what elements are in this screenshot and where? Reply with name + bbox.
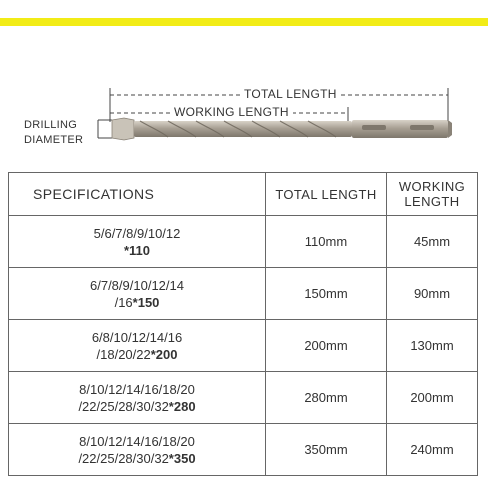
working-length-cell: 200mm bbox=[387, 372, 478, 424]
top-accent-bar bbox=[0, 18, 488, 26]
table-row bbox=[9, 268, 478, 320]
table-row bbox=[9, 372, 478, 424]
drill-bit bbox=[112, 118, 452, 140]
table-row bbox=[9, 320, 478, 372]
total-length-label: TOTAL LENGTH bbox=[240, 87, 341, 101]
working-length-cell: 90mm bbox=[387, 268, 478, 320]
spec-cell: 6/8/10/12/14/16 /18/20/22*200 bbox=[9, 320, 266, 372]
size-code: *200 bbox=[150, 346, 178, 362]
header-working-length: WORKING LENGTH bbox=[387, 173, 478, 216]
spec-cell: 8/10/12/14/16/18/20 /22/25/28/30/32*280 bbox=[9, 372, 266, 424]
total-length-cell: 200mm bbox=[266, 320, 387, 372]
header-total-length: TOTAL LENGTH bbox=[266, 173, 387, 216]
working-length-label: WORKING LENGTH bbox=[170, 105, 293, 119]
table-row bbox=[9, 424, 478, 476]
spec-cell: 8/10/12/14/16/18/20 /22/25/28/30/32*350 bbox=[9, 424, 266, 476]
size-code: *110 bbox=[123, 242, 151, 258]
total-length-cell: 150mm bbox=[266, 268, 387, 320]
total-length-cell: 350mm bbox=[266, 424, 387, 476]
size-code: *280 bbox=[168, 398, 196, 414]
working-length-cell: 240mm bbox=[387, 424, 478, 476]
size-code: *350 bbox=[168, 450, 196, 466]
table-header-row bbox=[9, 173, 478, 216]
table-row bbox=[9, 216, 478, 268]
working-length-cell: 130mm bbox=[387, 320, 478, 372]
spec-cell: 6/7/8/9/10/12/14 /16*150 bbox=[9, 268, 266, 320]
working-length-cell: 45mm bbox=[387, 216, 478, 268]
size-code: *150 bbox=[132, 294, 160, 310]
total-length-cell: 280mm bbox=[266, 372, 387, 424]
total-length-cell: 110mm bbox=[266, 216, 387, 268]
spec-cell: 5/6/7/8/9/10/12 *110 bbox=[9, 216, 266, 268]
header-specifications: SPECIFICATIONS bbox=[9, 173, 266, 216]
specifications-table bbox=[8, 172, 478, 476]
drilling-diameter-label: DRILLING DIAMETER bbox=[24, 119, 84, 146]
